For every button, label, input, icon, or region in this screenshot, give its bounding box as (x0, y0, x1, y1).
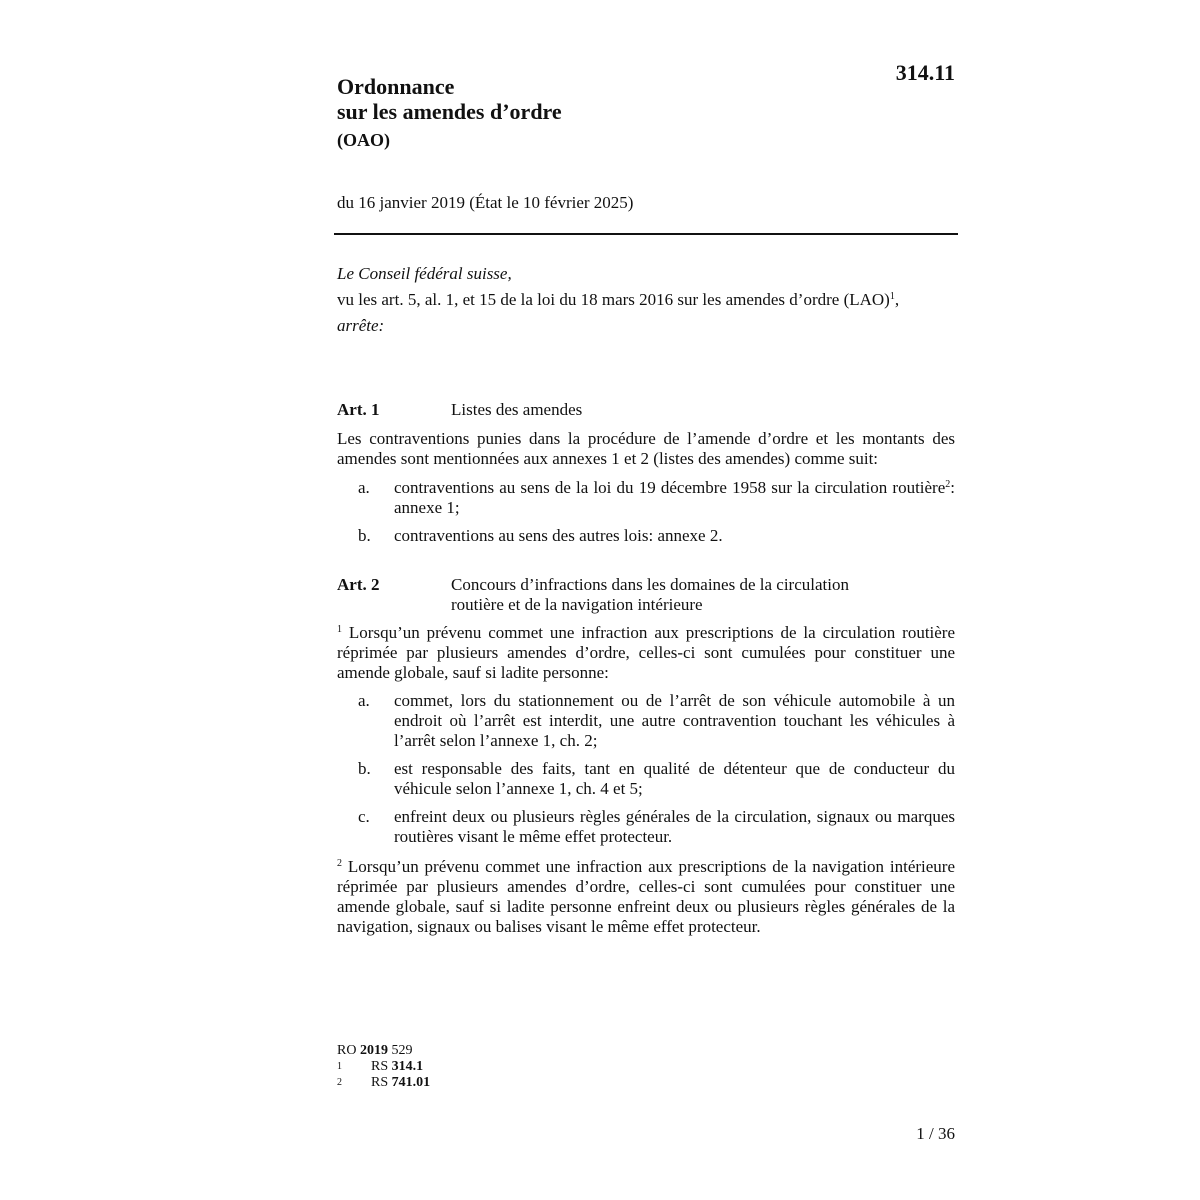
document-abbreviation: (OAO) (337, 130, 390, 150)
preamble-authority: Le Conseil fédéral suisse, (337, 264, 512, 283)
article-2-paragraph-2: $^2$ Lorsqu’un prévenu commet une infraction aux prescriptions de la navigation intérieure réprimée par plusieurs amendes d’ordre, celles-ci sont cumulées pour constituer une amende globale, sauf si ladite personne enfreint deux ou plusieurs règles générales de la navigation, signaux ou balises visant le même effet protecteur. (337, 857, 956, 936)
footnote-1: 1 RS 314.1 (337, 1059, 424, 1074)
article-2-paragraph-1: $^1$ Lorsqu’un prévenu commet une infraction aux prescriptions de la circulation routière réprimée par plusieurs amendes d’ordre, celles-ci sont cumulées pour constituer une amende globale, sauf si ladite personne: (337, 623, 956, 682)
list-item: b. contraventions au sens des autres lois: annexe 2. (358, 526, 723, 545)
article-2-list (337, 691, 955, 855)
sr-number: 314.11 (895, 60, 955, 85)
article-1-list (337, 478, 955, 554)
list-item: a. commet, lors du stationnement ou de l’arrêt de son véhicule automobile à un endroit où l’arrêt est interdit, une autre contravention touchant les véhicules à l’arrêt selon l’annexe 1, ch. 2; (358, 691, 955, 750)
article-2-number: Art. 2 (337, 575, 380, 594)
footnote-ref-1[interactable]: 1 (889, 291, 895, 302)
footnote-2: 2 RS 741.01 (337, 1075, 431, 1090)
document-date: du 16 janvier 2019 (État le 10 février 2025) (337, 193, 634, 212)
title-line-1: Ordonnance (337, 74, 455, 99)
list-item: c. enfreint deux ou plusieurs règles générales de la circulation, signaux ou marques routières visant le même effet protecteur. (358, 807, 955, 846)
article-2-title: Concours d’infractions dans les domaines de la circulation routière et de la navigation intérieure (451, 575, 849, 614)
article-1-heading (337, 400, 957, 420)
title-line-2: sur les amendes d’ordre (337, 99, 562, 124)
document-title (337, 74, 562, 124)
article-1-number: Art. 1 (337, 400, 380, 419)
ro-reference: RO 2019 529 (337, 1043, 413, 1058)
page-number: 1 / 36 (916, 1124, 955, 1143)
preamble (337, 264, 957, 342)
preamble-decree: arrête: (337, 316, 385, 335)
article-1-intro: Les contraventions punies dans la procédure de l’amende d’ordre et les montants des amendes sont mentionnées aux annexes 1 et 2 (listes des amendes) comme suit: (337, 429, 955, 468)
list-item: b. est responsable des faits, tant en qualité de détenteur que de conducteur du véhicule selon l’annexe 1, ch. 4 et 5; (358, 759, 955, 798)
article-2-heading (337, 575, 957, 615)
article-1-title: Listes des amendes (451, 400, 583, 419)
preamble-basis: vu les art. 5, al. 1, et 15 de la loi du 18 mars 2016 sur les amendes d’ordre (LAO)$^1$, (337, 290, 900, 309)
footnote-ref-2[interactable]: 2 (945, 479, 951, 490)
list-item: a. contraventions au sens de la loi du 19 décembre 1958 sur la circulation routière$^2$: annexe 1; (358, 478, 955, 517)
footnotes (337, 1043, 430, 1091)
header-divider (334, 233, 958, 235)
